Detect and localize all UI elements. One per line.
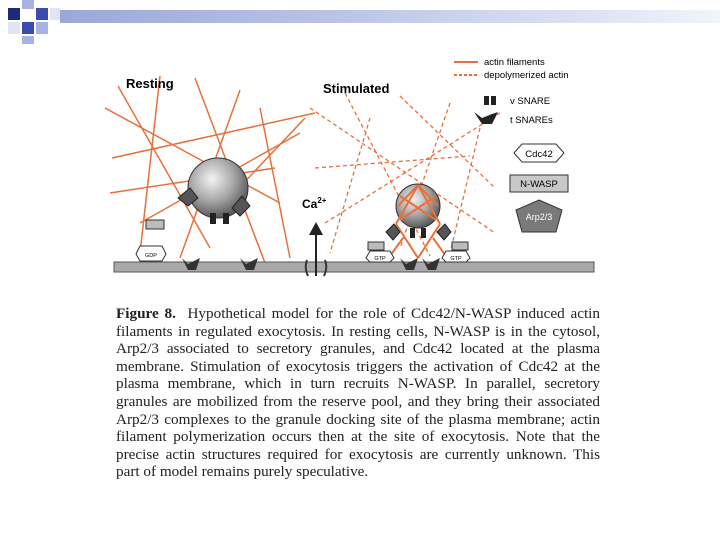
corner-square (8, 8, 20, 20)
resting-nwasp (146, 220, 164, 229)
resting-granule (178, 158, 250, 224)
corner-square (50, 8, 60, 20)
header-gradient-bar (60, 10, 720, 23)
cdc42-gtp-right (442, 251, 470, 262)
corner-square (22, 22, 34, 34)
legend-t-snare-label: t SNAREs (510, 115, 553, 126)
calcium-label: $Ca^{2+}$ (302, 196, 327, 211)
cdc42-gdp (136, 246, 166, 261)
corner-square (22, 36, 34, 44)
gtp-label: GTP (374, 256, 386, 262)
panel-label-resting: Resting (126, 76, 174, 91)
legend (454, 57, 569, 232)
legend-depolymerized-label: depolymerized actin (484, 70, 569, 81)
corner-square (22, 0, 34, 9)
corner-square (36, 22, 48, 34)
stimulated-granule (386, 184, 451, 258)
figure-caption (116, 305, 600, 481)
cdc42-gtp-left (366, 251, 394, 262)
corner-square (8, 22, 20, 34)
gdp-label: GDP (145, 253, 157, 259)
legend-actin-label: actin filaments (484, 57, 545, 68)
exocytosis-diagram (100, 48, 620, 288)
v-snare-icon (484, 96, 496, 105)
corner-square (36, 8, 48, 20)
legend-nwasp-label: N-WASP (520, 179, 558, 190)
stimulated-nwasp-right (452, 242, 468, 250)
stimulated-nwasp-left (368, 242, 384, 250)
legend-cdc42-label: Cdc42 (525, 149, 553, 160)
legend-v-snare-label: v SNARE (510, 96, 551, 107)
figure-caption-label: Figure 8. (116, 305, 176, 322)
figure-caption-text: Hypothetical model for the role of Cdc42/N-WASP induced actin filaments in regulated exocytosis. In resting cells, N-WASP is in the cytosol, Arp2/3 associated to secretory granules, and Cdc42 located at the plasma membrane. Stimulation of exocytosis triggers the activation of Cdc42 at the plasma membrane, which in turn recruits N-WASP. In parallel, secretory granules are mobilized from the reserve pool, and they bring their associated Arp2/3 complexes to the granule docking site of the plasma membrane; actin filament polymerization occurs then at the site of exocytosis. Note that the precise actin structures required for exocytosis are currently unknown. This part of model remains purely speculative. (116, 305, 600, 481)
t-snare-icon (474, 112, 498, 124)
panel-label-stimulated: Stimulated (323, 81, 390, 96)
depolymerized-actin (310, 93, 500, 256)
legend-arp23-label: Arp2/3 (525, 212, 553, 222)
gtp-label: GTP (450, 256, 462, 262)
